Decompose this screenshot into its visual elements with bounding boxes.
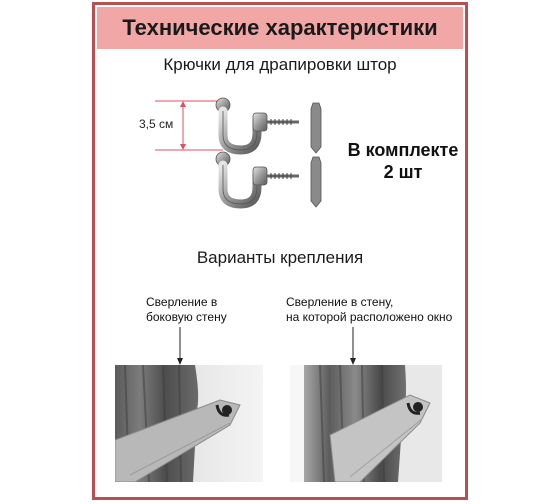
window-wall-caption-line-1: Сверление в стену, bbox=[286, 295, 394, 309]
side-wall-caption bbox=[146, 295, 227, 325]
down-arrow-icon bbox=[348, 327, 358, 365]
page-title: Технические характеристики bbox=[122, 15, 438, 40]
curtain-hook-icon bbox=[213, 95, 333, 215]
side-wall-caption-line-1: Сверление в bbox=[146, 295, 218, 309]
product-card bbox=[92, 2, 468, 500]
side-wall-caption-line-2: боковую стену bbox=[146, 310, 227, 324]
kit-line-2: 2 шт bbox=[383, 162, 423, 182]
window-wall-caption-line-2: на которой расположено окно bbox=[286, 310, 453, 324]
kit-contents bbox=[343, 139, 463, 183]
dimension-label: 3,5 см bbox=[139, 117, 174, 131]
side-wall-photo bbox=[115, 365, 263, 482]
title-banner bbox=[97, 7, 463, 49]
down-arrow-icon bbox=[175, 327, 185, 365]
mounting-title: Варианты крепления bbox=[196, 248, 364, 267]
window-wall-caption bbox=[286, 295, 452, 325]
window-wall-photo bbox=[290, 365, 442, 482]
wall-plug-icon bbox=[311, 103, 321, 207]
product-name: Крючки для драпировки штор bbox=[163, 55, 397, 74]
kit-line-1: В комплекте bbox=[347, 140, 459, 160]
